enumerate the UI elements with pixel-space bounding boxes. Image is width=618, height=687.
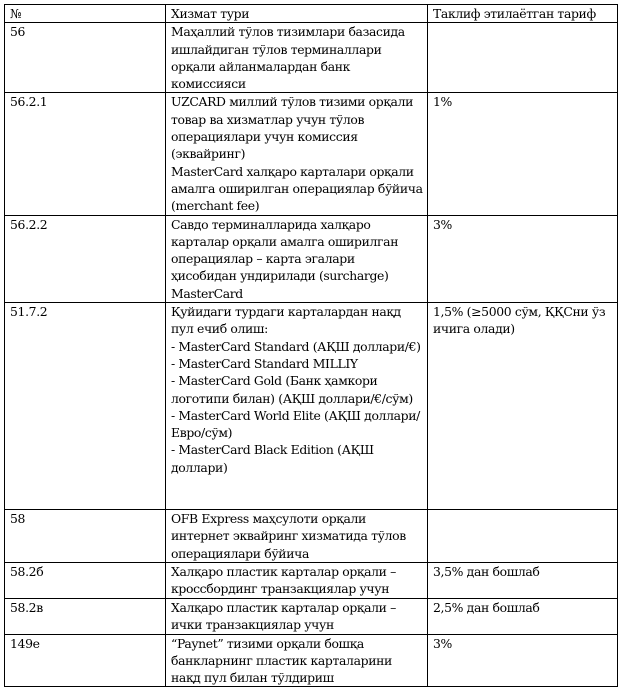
row-tariff: 1%	[428, 93, 618, 215]
table-row	[5, 215, 618, 302]
row-number: 58.2в	[5, 598, 166, 634]
table-row	[5, 510, 618, 563]
table-row	[5, 93, 618, 215]
row-number: 58	[5, 510, 166, 563]
tariff-table	[4, 4, 618, 687]
row-number: 56.2.1	[5, 93, 166, 215]
table-row	[5, 598, 618, 634]
table-header-row	[5, 5, 618, 23]
row-number: 58.2б	[5, 562, 166, 598]
header-proposed-tariff: Таклиф этилаётган тариф	[428, 5, 618, 23]
row-number: 51.7.2	[5, 303, 166, 510]
table-row	[5, 303, 618, 510]
row-number: 56.2.2	[5, 215, 166, 302]
table-row	[5, 634, 618, 687]
row-service: “Paynet” тизими орқали бошқа банкларнинг пластик карталарини нақд пул билан тўлдириш	[166, 634, 428, 687]
table-row	[5, 23, 618, 93]
row-tariff: 3,5% дан бошлаб	[428, 562, 618, 598]
row-tariff: 1,5% (≥5000 сўм, ҚҚСни ўз ичига олади)	[428, 303, 618, 510]
row-service: OFB Express маҳсулоти орқали интернет эквайринг хизматида тўлов операциялари бўйича	[166, 510, 428, 563]
table-row	[5, 562, 618, 598]
row-number: 149е	[5, 634, 166, 687]
row-tariff: 3%	[428, 634, 618, 687]
row-tariff	[428, 23, 618, 93]
row-tariff: 2,5% дан бошлаб	[428, 598, 618, 634]
row-service: UZCARD миллий тўлов тизими орқали товар ва хизматлар учун тўлов операциялари учун комиссия (эквайринг) MasterCard халқаро карталари орқали амалга оширилган операциялар бўйича (merchant fee)	[166, 93, 428, 215]
row-service: Маҳаллий тўлов тизимлари базасида ишлайдиган тўлов терминаллари орқали айланмалардан банк комиссияси	[166, 23, 428, 93]
row-number: 56	[5, 23, 166, 93]
header-number: №	[5, 5, 166, 23]
row-tariff: 3%	[428, 215, 618, 302]
row-service: Савдо терминалларида халқаро карталар орқали амалга оширилган операциялар – карта эгалари ҳисобидан ундирилади (surcharge) MasterCard	[166, 215, 428, 302]
row-service: Халқаро пластик карталар орқали – кроссбординг транзакциялар учун	[166, 562, 428, 598]
row-service: Қуйидаги турдаги карталардан нақд пул ечиб олиш: - MasterCard Standard (АҚШ доллари/€) - MasterCard Standard MILLIY - MasterCard Gold (Банк ҳамкори логотипи билан) (АҚШ доллари/€/сўм) - MasterCard World Elite (АҚШ доллари/Евро/сўм) - MasterCard Black Edition (АҚШ доллари)	[166, 303, 428, 510]
row-tariff	[428, 510, 618, 563]
header-service-type: Хизмат тури	[166, 5, 428, 23]
row-service: Халқаро пластик карталар орқали – ички транзакциялар учун	[166, 598, 428, 634]
